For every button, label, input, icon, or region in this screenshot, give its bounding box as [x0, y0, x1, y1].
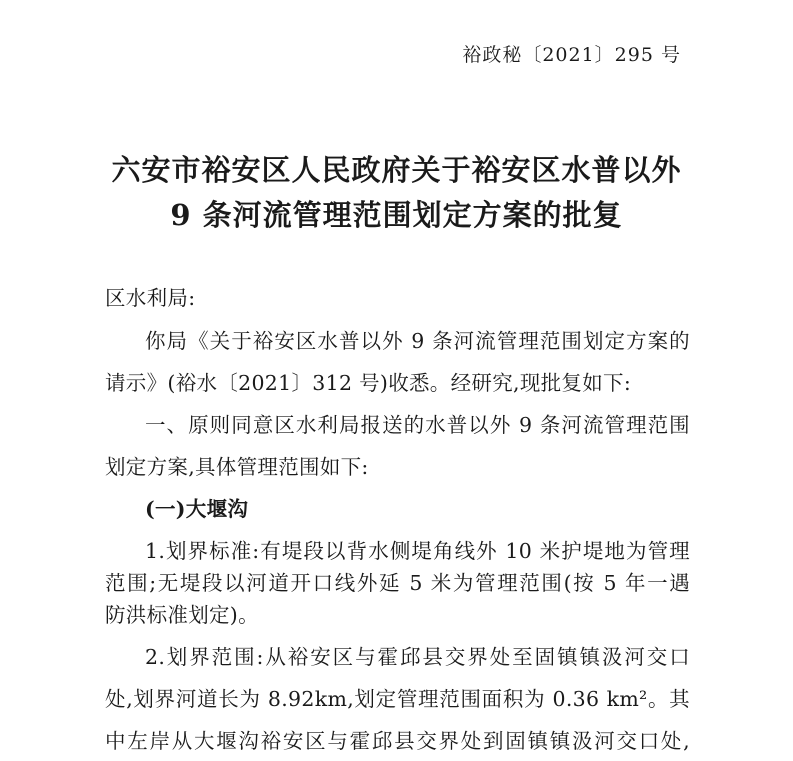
- body-line: 划定方案,具体管理范围如下:: [105, 455, 369, 479]
- document-title-line-1: 六安市裕安区人民政府关于裕安区水普以外: [111, 153, 682, 187]
- document-number: 裕政秘〔2021〕295 号: [462, 44, 681, 66]
- section-heading: (一)大堰沟: [145, 497, 249, 521]
- addressee: 区水利局:: [105, 286, 196, 310]
- body-line: 处,划界河道长为 8.92km,划定管理范围面积为 0.36 km²。其: [105, 687, 690, 711]
- body-line: 2.划界范围:从裕安区与霍邱县交界处至固镇镇汲河交口: [145, 645, 690, 669]
- body-line: 你局《关于裕安区水普以外 9 条河流管理范围划定方案的: [145, 329, 690, 353]
- body-line: 请示》(裕水〔2021〕312 号)收悉。经研究,现批复如下:: [105, 371, 632, 395]
- body-line: 范围;无堤段以河道开口线外延 5 米为管理范围(按 5 年一遇: [105, 571, 690, 595]
- body-line: 中左岸从大堰沟裕安区与霍邱县交界处到固镇镇汲河交口处,: [105, 729, 690, 753]
- document-title-line-2: 9 条河流管理范围划定方案的批复: [170, 198, 623, 232]
- body-line: 一、原则同意区水利局报送的水普以外 9 条河流管理范围: [145, 413, 690, 437]
- body-line: 1.划界标准:有堤段以背水侧堤角线外 10 米护堤地为管理: [145, 539, 690, 563]
- body-line: 防洪标准划定)。: [105, 603, 259, 627]
